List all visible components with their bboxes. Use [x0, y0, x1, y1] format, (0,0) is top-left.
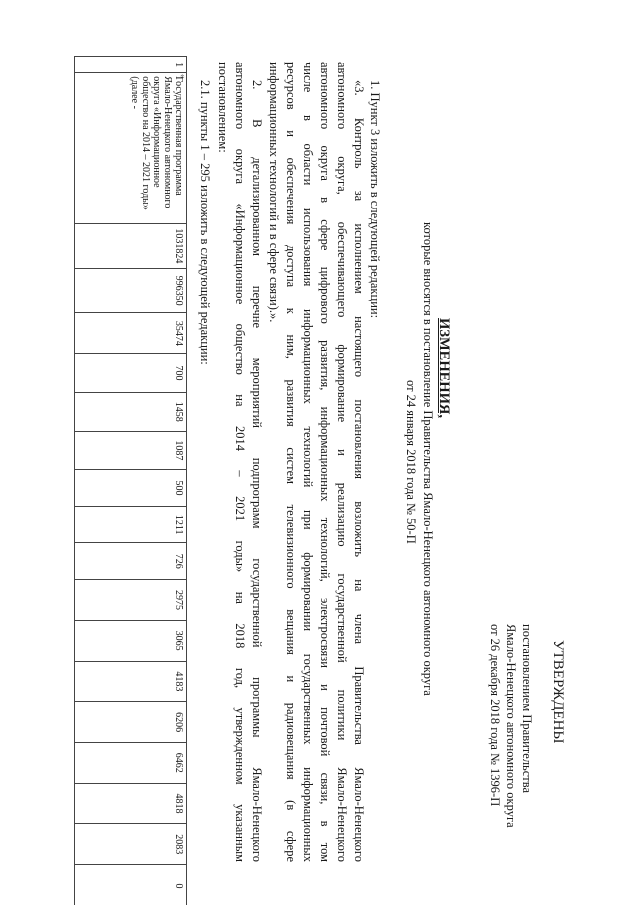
table-cell: 0 — [75, 865, 187, 905]
table-cell: 35474 — [75, 313, 187, 354]
paragraph-2-line-2: автономного округа, обеспечивающего формирование и реализацию государственной политики Ямало-Ненецкого — [335, 62, 349, 862]
heading-line-1: которые вносятся в постановление Правительства Ямало-Ненецкого автономного округа — [421, 222, 435, 696]
table-cell: 500 — [75, 470, 187, 507]
heading-line-2: от 24 января 2018 года № 50-П — [404, 380, 418, 544]
document-title: ИЗМЕНЕНИЯ, — [436, 318, 452, 418]
paragraph-1: 1. Пункт 3 изложить в следующей редакции: — [368, 80, 382, 319]
table-cell: 1458 — [75, 392, 187, 431]
table-cell: 1031824 — [75, 223, 187, 268]
table-row — [75, 57, 187, 905]
table-cell: 6462 — [75, 742, 187, 783]
paragraph-2-line-1: «3. Контроль за исполнением настоящего постановления возложить на члена Правительства Ямало-Ненецкого — [352, 80, 366, 862]
paragraph-3-line-2: автономного округа «Информационное общество на 2014 – 2021 годы» на 2018 год, утвержденном указанным — [233, 62, 247, 862]
row-name: Государственная программа Ямало-Ненецкого автономного округа «Информационное общество на 2014 – 2021 годы» (далее - — [75, 73, 187, 224]
approved-title: УТВЕРЖДЕНЫ — [550, 640, 566, 744]
table-cell: 726 — [75, 543, 187, 580]
paragraph-3-line-3: постановлением: — [216, 62, 230, 153]
approved-line-2: Ямало-Ненецкого автономного округа — [504, 624, 518, 828]
paragraph-2-line-6: информационных технологий и в сфере связи).». — [267, 62, 281, 323]
paragraph-2-line-5: ресурсов и обеспечения доступа к ним, развития систем телевизионного вещания и радиовещания (в сфере — [284, 62, 298, 862]
table-cell: 700 — [75, 354, 187, 393]
paragraph-2-line-3: автономного округа в сфере цифрового развития, информационных технологий, электросвязи и почтовой связи, в том — [318, 62, 332, 862]
table-cell: 1087 — [75, 431, 187, 470]
stray-quote-mark: « — [178, 74, 188, 79]
table-cell: 996350 — [75, 268, 187, 313]
paragraph-4: 2.1. пункты 1 – 295 изложить в следующей редакции: — [198, 80, 212, 365]
table-cell: 4183 — [75, 661, 187, 702]
row-number: 1 — [75, 57, 187, 73]
paragraph-3-line-1: 2. В детализированном перечне мероприятий подпрограмм государственной программы Ямало-Ненецкого — [250, 80, 264, 862]
table-cell: 1211 — [75, 506, 187, 543]
approved-line-3: от 26 декабря 2018 года № 1396-П — [488, 624, 502, 807]
table-cell: 3065 — [75, 620, 187, 661]
data-table — [74, 56, 187, 905]
table-cell: 6206 — [75, 702, 187, 743]
paragraph-2-line-4: числе в области использования информационных технологий при формировании государственных информационных — [301, 62, 315, 862]
table-cell: 4818 — [75, 783, 187, 824]
table-cell: 2083 — [75, 824, 187, 865]
table-cell: 2975 — [75, 580, 187, 621]
approved-line-1: постановлением Правительства — [520, 624, 534, 794]
